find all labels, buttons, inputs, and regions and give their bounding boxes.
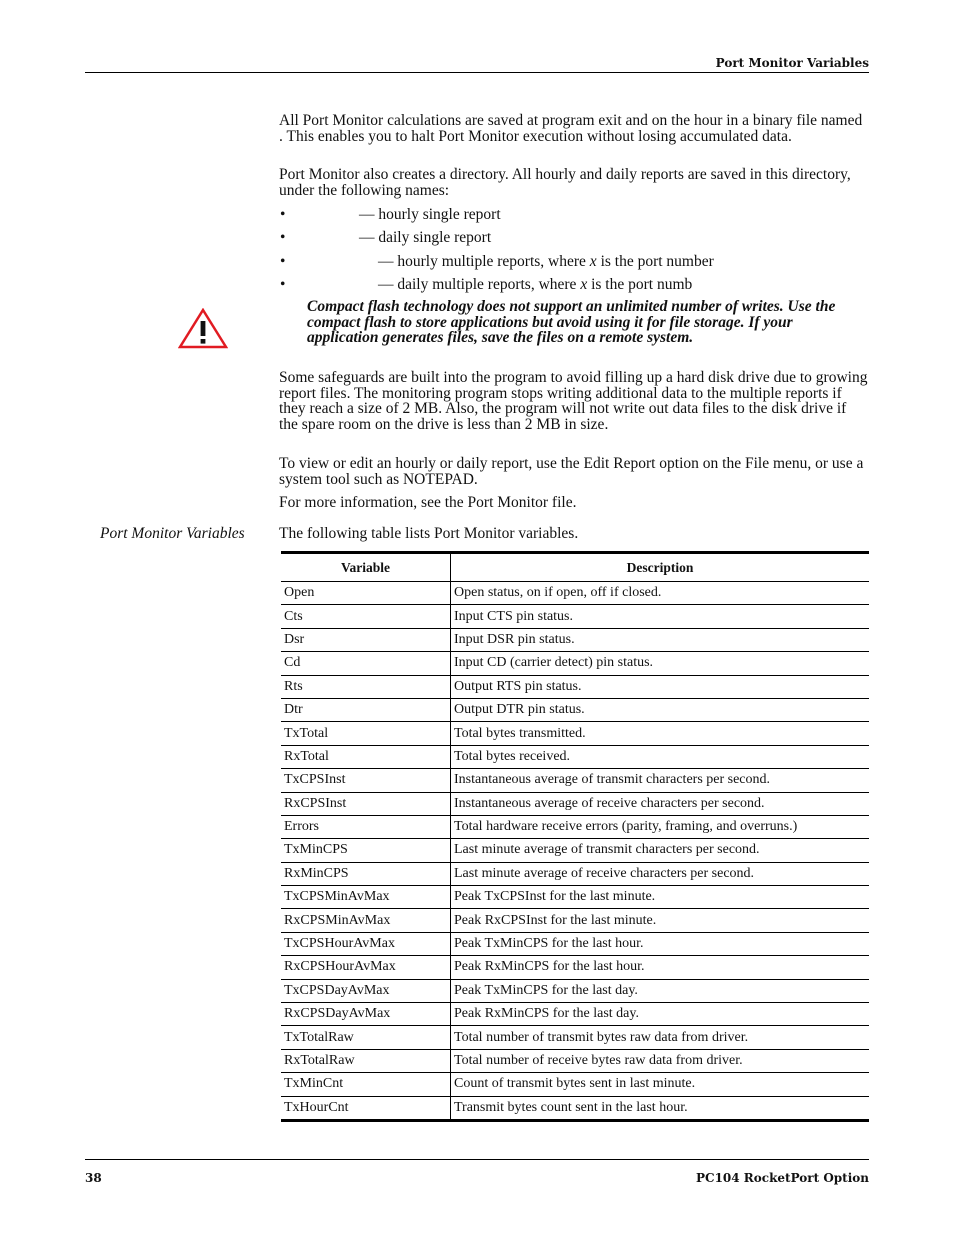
cell-variable: Dtr [281,698,451,721]
cell-description: Peak TxCPSInst for the last minute. [451,886,870,909]
bullet-text: — daily single report [359,229,492,246]
cell-variable: RxTotal [281,745,451,768]
cell-description: Total bytes transmitted. [451,722,870,745]
table-row [281,909,869,932]
table-row [281,675,869,698]
cell-variable: Errors [281,815,451,838]
cell-description: Open status, on if open, off if closed. [451,582,870,605]
header-rule [85,72,869,73]
paragraph-binary-file: All Port Monitor calculations are saved at program exit and on the hour in a binary file named . This enables you to halt Port Monitor execution without losing accumulated data. [279,112,863,145]
bullet-icon: • [280,206,286,223]
cell-variable: TxTotalRaw [281,1026,451,1049]
cell-variable: TxCPSDayAvMax [281,979,451,1002]
page-number: 38 [85,1171,102,1185]
table-row [281,628,869,651]
bullet-text: — hourly single report [359,206,501,223]
cell-description: Input DSR pin status. [451,628,870,651]
bullet-text [378,276,692,294]
table-row [281,932,869,955]
cell-description: Input CTS pin status. [451,605,870,628]
cell-variable: RxCPSHourAvMax [281,956,451,979]
variable-x: x [589,253,597,270]
section-sidehead: Port Monitor Variables [100,525,245,542]
bullet-text [378,253,714,271]
paragraph-table-intro: The following table lists Port Monitor variables. [279,525,579,542]
cell-description: Output RTS pin status. [451,675,870,698]
table-row [281,1073,869,1096]
table-header-row [281,553,869,582]
cell-description: Peak RxCPSInst for the last minute. [451,909,870,932]
cell-variable: TxCPSMinAvMax [281,886,451,909]
bullet-text-pre: — daily multiple reports, where [378,276,581,293]
cell-variable: Cd [281,652,451,675]
bullet-text-pre: — hourly multiple reports, where [378,253,590,270]
table-row [281,1003,869,1026]
cell-variable: RxMinCPS [281,862,451,885]
running-footer: PC104 RocketPort Option [696,1171,869,1185]
cell-description: Total hardware receive errors (parity, framing, and overruns.) [451,815,870,838]
cell-description: Output DTR pin status. [451,698,870,721]
column-header-description: Description [451,553,870,582]
cell-variable: TxTotal [281,722,451,745]
cell-variable: RxCPSDayAvMax [281,1003,451,1026]
paragraph-more-info: For more information, see the Port Monitor file. [279,494,577,511]
cell-variable: Open [281,582,451,605]
cell-description: Total bytes received. [451,745,870,768]
table-row [281,1049,869,1072]
footer-rule [85,1159,869,1160]
cell-description: Count of transmit bytes sent in last minute. [451,1073,870,1096]
warning-triangle-icon [178,308,228,350]
cell-description: Total number of transmit bytes raw data from driver. [451,1026,870,1049]
cell-description: Instantaneous average of receive characters per second. [451,792,870,815]
cell-variable: TxMinCnt [281,1073,451,1096]
warning-note: Compact flash technology does not support an unlimited number of writes. Use the compact flash to store applications but avoid using it for file storage. If your application generates files, save the files on a remote system. [307,298,836,347]
cell-description: Instantaneous average of transmit characters per second. [451,769,870,792]
table-row [281,839,869,862]
cell-description: Input CD (carrier detect) pin status. [451,652,870,675]
cell-variable: RxCPSMinAvMax [281,909,451,932]
bullet-icon: • [280,253,286,270]
table-row [281,979,869,1002]
paragraph-reports-directory: Port Monitor also creates a directory. All hourly and daily reports are saved in this directory, under the following names: [279,166,851,199]
table-row [281,698,869,721]
bullet-icon: • [280,276,286,293]
bullet-text-post: is the port number [596,253,714,270]
cell-variable: TxHourCnt [281,1096,451,1120]
cell-description: Peak TxMinCPS for the last hour. [451,932,870,955]
cell-description: Last minute average of transmit characters per second. [451,839,870,862]
cell-variable: RxTotalRaw [281,1049,451,1072]
table-row [281,1096,869,1120]
bullet-text-post: is the port numb [587,276,693,293]
cell-variable: Rts [281,675,451,698]
table-row [281,862,869,885]
cell-description: Peak RxMinCPS for the last hour. [451,956,870,979]
paragraph-edit-report: To view or edit an hourly or daily report, use the Edit Report option on the File menu, or use a system tool such as NOTEPAD. [279,455,864,488]
table-row [281,886,869,909]
table-row [281,605,869,628]
cell-description: Peak TxMinCPS for the last day. [451,979,870,1002]
paragraph-safeguards: Some safeguards are built into the program to avoid filling up a hard disk drive due to growing report files. The monitoring program stops writing additional data to the multiple reports if they reach a size of 2 MB. Also, the program will not write out data files to the disk drive if the spare room on the drive is less than 2 MB in size. [279,369,868,433]
bullet-icon: • [280,229,286,246]
table-row [281,815,869,838]
table-body [281,582,869,1121]
cell-variable: RxCPSInst [281,792,451,815]
cell-description: Peak RxMinCPS for the last day. [451,1003,870,1026]
cell-variable: TxMinCPS [281,839,451,862]
cell-variable: Dsr [281,628,451,651]
table-row [281,769,869,792]
table-row [281,722,869,745]
column-header-variable: Variable [281,553,451,582]
variables-table [281,551,869,1122]
table-row [281,792,869,815]
variable-x: x [580,276,588,293]
cell-description: Total number of receive bytes raw data from driver. [451,1049,870,1072]
table-row [281,745,869,768]
running-header: Port Monitor Variables [715,56,869,70]
cell-variable: TxCPSHourAvMax [281,932,451,955]
table-row [281,582,869,605]
cell-variable: TxCPSInst [281,769,451,792]
cell-variable: Cts [281,605,451,628]
table-row [281,1026,869,1049]
cell-description: Transmit bytes count sent in the last hour. [451,1096,870,1120]
table-row [281,956,869,979]
cell-description: Last minute average of receive characters per second. [451,862,870,885]
table-row [281,652,869,675]
